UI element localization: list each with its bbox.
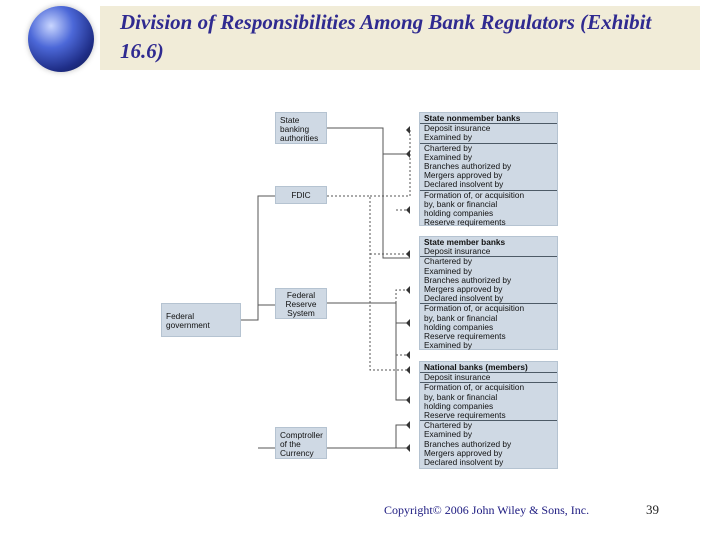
snm-item: by, bank or financial (424, 198, 498, 209)
page-number: 39 (646, 502, 659, 517)
snm-item: Declared insolvent by (424, 179, 504, 190)
state-banking-line-2: banking (280, 124, 310, 135)
federal-government-box (161, 303, 241, 337)
state-member-header: State member banks (424, 237, 506, 247)
nb-item: Reserve requirements (424, 410, 506, 421)
snm-item: Mergers approved by (424, 170, 503, 181)
comptroller-box (275, 427, 327, 459)
state-banking-line-1: State (280, 115, 300, 125)
state-banking-line-3: authorities (280, 133, 319, 144)
nb-item: Branches authorized by (424, 438, 512, 449)
snm-item: Reserve requirements (424, 217, 506, 228)
nb-item: Declared insolvent by (424, 457, 504, 468)
federal-reserve-box (275, 288, 327, 319)
sm-item: Examined by (424, 340, 472, 351)
sm-item: Chartered by (424, 256, 472, 267)
snm-item: holding companies (424, 208, 494, 219)
fdic-label: FDIC (291, 190, 311, 200)
nb-item: Formation of, or acquisition (424, 382, 525, 393)
sm-item: Reserve requirements (424, 331, 506, 342)
federal-reserve-line-1: Federal (286, 290, 316, 300)
sm-item: Deposit insurance (424, 246, 491, 257)
sm-item: by, bank or financial (424, 312, 498, 323)
nb-item: Examined by (424, 429, 472, 440)
nb-item: Mergers approved by (424, 447, 503, 458)
state-member-banks-box (419, 236, 558, 350)
federal-reserve-line-3: System (287, 308, 315, 319)
comptroller-line-2: of the (280, 439, 301, 450)
federal-reserve-line-2: Reserve (285, 299, 317, 310)
snm-item: Examined by (424, 132, 472, 143)
nb-item: by, bank or financial (424, 391, 498, 402)
snm-item: Formation of, or acquisition (424, 189, 525, 200)
comptroller-line-1: Comptroller (280, 430, 323, 440)
sm-item: Declared insolvent by (424, 293, 504, 304)
sm-item: Branches authorized by (424, 274, 512, 285)
sm-item: Formation of, or acquisition (424, 303, 525, 314)
federal-government-line-2: government (166, 320, 210, 331)
nb-item: Chartered by (424, 420, 472, 431)
copyright-footer: Copyright© 2006 John Wiley & Sons, Inc. (384, 503, 590, 517)
snm-item: Deposit insurance (424, 123, 491, 134)
state-nonmember-header: State nonmember banks (424, 113, 521, 123)
snm-item: Examined by (424, 151, 472, 162)
snm-item: Branches authorized by (424, 161, 512, 172)
national-banks-header: National banks (members) (424, 362, 528, 372)
state-banking-authorities-box (275, 112, 327, 144)
fdic-box (275, 186, 327, 204)
slide-title: Division of Responsibilities Among Bank Regulators (Exhibit 16.6) (120, 10, 652, 63)
national-banks-box (419, 361, 558, 469)
nb-item: holding companies (424, 400, 494, 411)
sm-item: Examined by (424, 265, 472, 276)
federal-government-line-1: Federal (166, 311, 195, 321)
sm-item: Mergers approved by (424, 284, 503, 295)
state-nonmember-banks-box (419, 112, 558, 226)
nb-item: Deposit insurance (424, 372, 491, 383)
sm-item: holding companies (424, 321, 494, 332)
comptroller-line-3: Currency (280, 448, 314, 459)
snm-item: Chartered by (424, 142, 472, 153)
